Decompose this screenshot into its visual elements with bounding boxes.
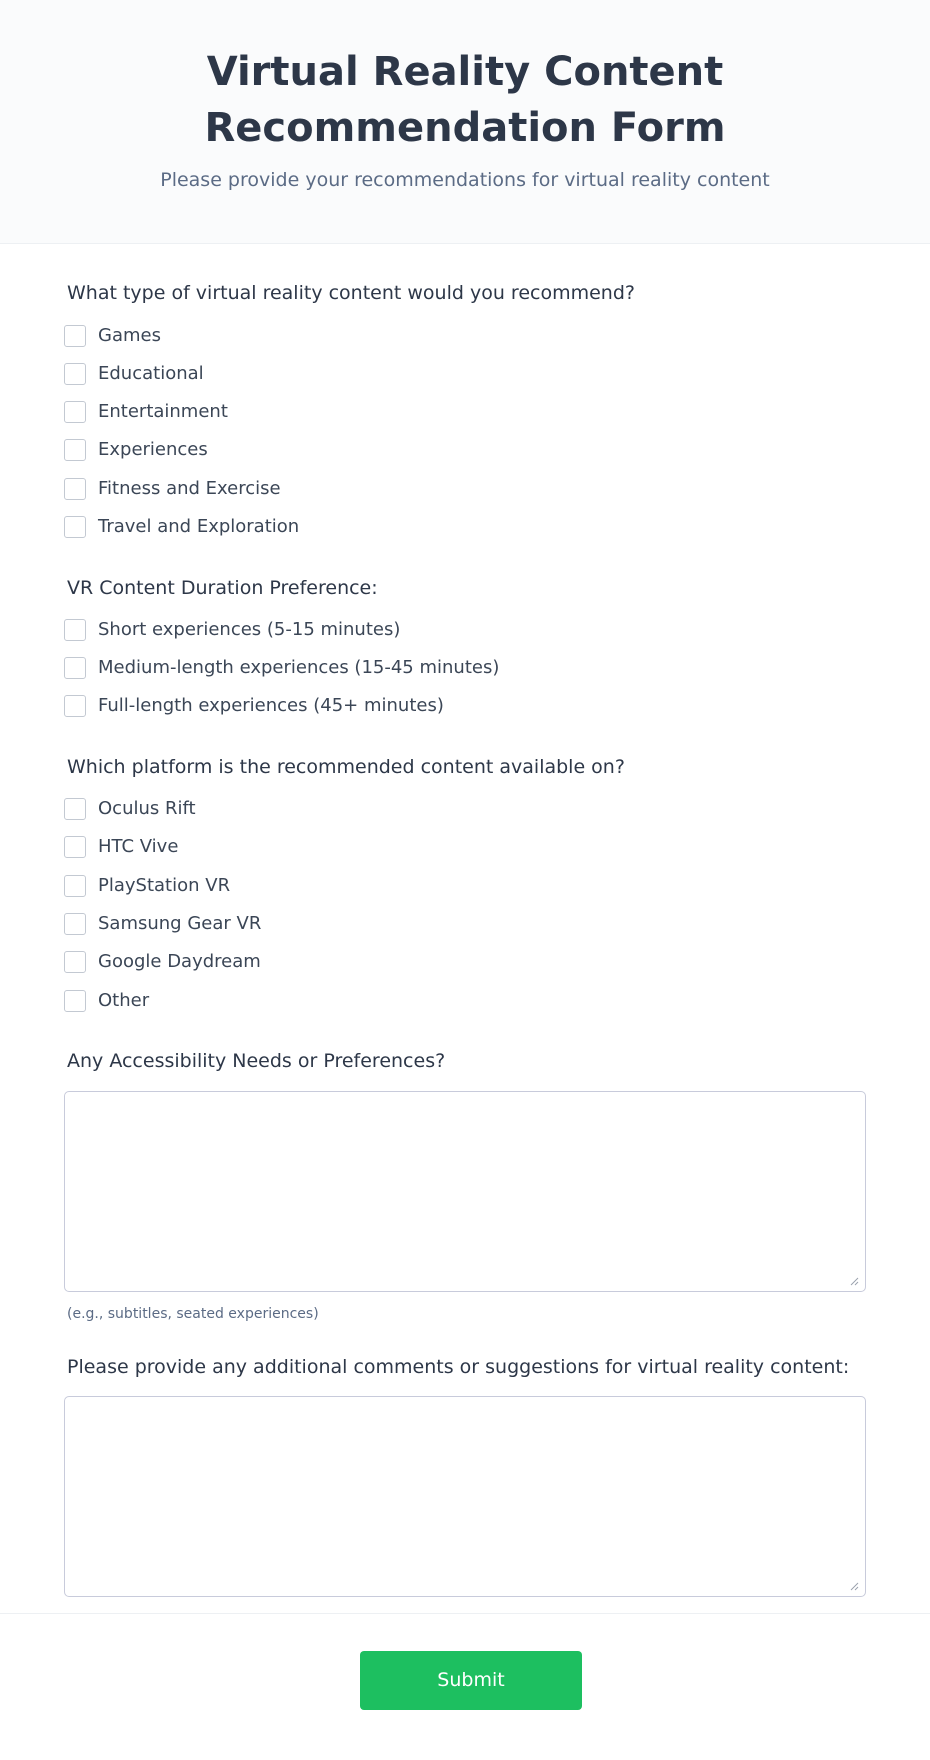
page-subtitle: Please provide your recommendations for virtual reality content	[160, 169, 770, 191]
comments-textarea[interactable]	[64, 1396, 866, 1597]
submit-button[interactable]: Submit	[360, 1651, 582, 1710]
option-playstation-vr[interactable]	[64, 874, 230, 898]
option-label: Short experiences (5-15 minutes)	[98, 619, 401, 640]
option-label: Google Daydream	[98, 951, 261, 972]
option-google-daydream[interactable]	[64, 950, 261, 974]
checkbox[interactable]	[64, 619, 86, 641]
resize-grip-icon[interactable]	[850, 1582, 859, 1591]
checkbox[interactable]	[64, 325, 86, 347]
checkbox[interactable]	[64, 439, 86, 461]
option-label: Experiences	[98, 439, 208, 460]
checkbox[interactable]	[64, 478, 86, 500]
accessibility-label: Any Accessibility Needs or Preferences?	[67, 1050, 446, 1072]
checkbox[interactable]	[64, 990, 86, 1012]
option-label: Oculus Rift	[98, 798, 196, 819]
option-samsung-gear-vr[interactable]	[64, 912, 261, 936]
option-label: Full-length experiences (45+ minutes)	[98, 695, 444, 716]
option-experiences[interactable]	[64, 438, 208, 462]
option-htc-vive[interactable]	[64, 835, 178, 859]
page-title: Virtual Reality Content Recommendation Form	[204, 49, 726, 151]
option-educational[interactable]	[64, 362, 204, 386]
option-label: Samsung Gear VR	[98, 913, 262, 934]
resize-grip-icon[interactable]	[850, 1277, 859, 1286]
option-fitness-and-exercise[interactable]	[64, 477, 281, 501]
accessibility-textarea[interactable]	[64, 1091, 866, 1292]
checkbox[interactable]	[64, 913, 86, 935]
option-label: Fitness and Exercise	[98, 478, 281, 499]
question-content-type-label: What type of virtual reality content would you recommend?	[67, 282, 635, 304]
checkbox[interactable]	[64, 798, 86, 820]
checkbox[interactable]	[64, 836, 86, 858]
option-travel-and-exploration[interactable]	[64, 515, 299, 539]
option-label: HTC Vive	[98, 836, 179, 857]
option-full-length-experiences[interactable]	[64, 694, 444, 718]
checkbox[interactable]	[64, 401, 86, 423]
option-entertainment[interactable]	[64, 400, 228, 424]
option-label: Other	[98, 990, 150, 1011]
form-header	[0, 0, 930, 244]
option-label: Games	[98, 325, 161, 346]
option-label: Medium-length experiences (15-45 minutes)	[98, 657, 500, 678]
option-label: Entertainment	[98, 401, 228, 422]
accessibility-hint: (e.g., subtitles, seated experiences)	[67, 1306, 319, 1322]
question-platform-label: Which platform is the recommended content available on?	[67, 756, 625, 778]
checkbox[interactable]	[64, 516, 86, 538]
option-other[interactable]	[64, 989, 149, 1013]
option-short-experiences[interactable]	[64, 618, 400, 642]
option-oculus-rift[interactable]	[64, 797, 196, 821]
option-label: Educational	[98, 363, 204, 384]
checkbox[interactable]	[64, 951, 86, 973]
checkbox[interactable]	[64, 657, 86, 679]
option-label: Travel and Exploration	[98, 516, 300, 537]
question-duration-label: VR Content Duration Preference:	[67, 577, 378, 599]
option-label: PlayStation VR	[98, 875, 231, 896]
option-games[interactable]	[64, 324, 161, 348]
footer-divider	[0, 1613, 930, 1614]
option-medium-length-experiences[interactable]	[64, 656, 499, 680]
checkbox[interactable]	[64, 695, 86, 717]
checkbox[interactable]	[64, 363, 86, 385]
comments-label: Please provide any additional comments or suggestions for virtual reality content:	[67, 1356, 850, 1378]
checkbox[interactable]	[64, 875, 86, 897]
